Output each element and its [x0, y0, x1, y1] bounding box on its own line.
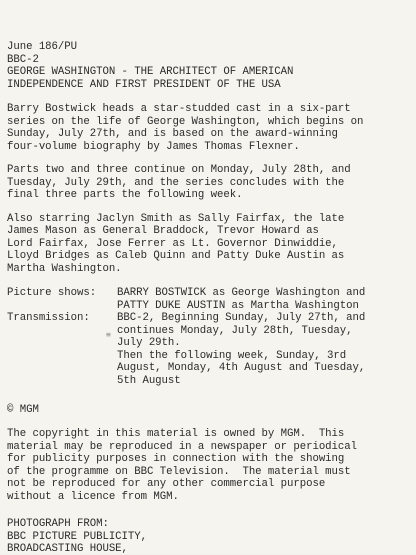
- copyright-mark: © MGM: [7, 404, 39, 416]
- picture-shows-line-2: PATTY DUKE AUSTIN as Martha Washington: [117, 299, 359, 312]
- paragraph-3-line-1: Also starring Jaclyn Smith as Sally Fairfax, the late: [7, 212, 345, 225]
- picture-shows-line-1: BARRY BOSTWICK as George Washington and: [117, 287, 366, 299]
- paragraph-1-line-1: Barry Bostwick heads a star-studded cast in a six-part: [7, 103, 351, 115]
- transmission-line-6: 5th August: [117, 374, 181, 387]
- date-reference: June 186/PU: [7, 41, 77, 53]
- picture-shows-label: Picture shows:: [7, 287, 97, 299]
- transmission-line-1: BBC-2, Beginning Sunday, July 27th, and: [117, 312, 366, 324]
- title-line-2: INDEPENDENCE AND FIRST PRESIDENT OF THE USA: [7, 78, 281, 91]
- transmission-line-2: continues Monday, July 28th, Tuesday,: [117, 324, 353, 337]
- copyright-line-1: The copyright in this material is owned by MGM. This: [7, 428, 345, 440]
- copyright-line-4: of the programme on BBC Television. The material must: [7, 465, 351, 478]
- copyright-line-6: without a licence from MGM.: [7, 490, 179, 503]
- paragraph-3-line-2: James Mason as General Braddock, Trevor Howard as: [7, 225, 319, 237]
- channel-code: BBC-2: [7, 53, 39, 66]
- paragraph-2-line-3: final three parts the following week.: [7, 189, 243, 201]
- transmission-label: Transmission:: [7, 312, 90, 324]
- paragraph-3-line-5: Martha Washington.: [7, 262, 122, 275]
- paragraph-2-line-1: Parts two and three continue on Monday, July 28th, and: [7, 164, 351, 176]
- paragraph-1-line-2: series on the life of George Washington, which begins on: [7, 115, 364, 128]
- copyright-line-3: for publicity purposes in connection with the showing: [7, 453, 345, 465]
- photograph-from-line-3: BROADCASTING HOUSE,: [7, 543, 128, 555]
- title-line-1: GEORGE WASHINGTON - THE ARCHITECT OF AMERICAN: [7, 66, 294, 78]
- paragraph-3-line-3: Lord Fairfax, Jose Ferrer as Lt. Governor Dinwiddie,: [7, 237, 338, 250]
- transmission-line-5: August, Monday, 4th August and Tuesday,: [117, 362, 366, 374]
- paragraph-2-line-2: Tuesday, July 29th, and the series concludes with the: [7, 176, 345, 189]
- photograph-from-line-1: PHOTOGRAPH FROM:: [7, 518, 109, 530]
- transmission-line-3: July 29th.: [117, 337, 181, 349]
- copyright-line-5: not be reproduced for any other commercial purpose: [7, 478, 326, 490]
- paragraph-1-line-4: four-volume biography by James Thomas Flexner.: [7, 140, 300, 153]
- paragraph-1-line-3: Sunday, July 27th, and is based on the award-winning: [7, 128, 338, 140]
- paragraph-3-line-4: Lloyd Bridges as Caleb Quinn and Patty Duke Austin as: [7, 250, 345, 262]
- copyright-line-2: material may be reproduced in a newspaper or periodical: [7, 440, 357, 453]
- photograph-from-line-2: BBC PICTURE PUBLICITY,: [7, 530, 147, 543]
- pencil-mark-icon: ≡: [106, 330, 111, 339]
- transmission-line-4: Then the following week, Sunday, 3rd: [117, 349, 347, 362]
